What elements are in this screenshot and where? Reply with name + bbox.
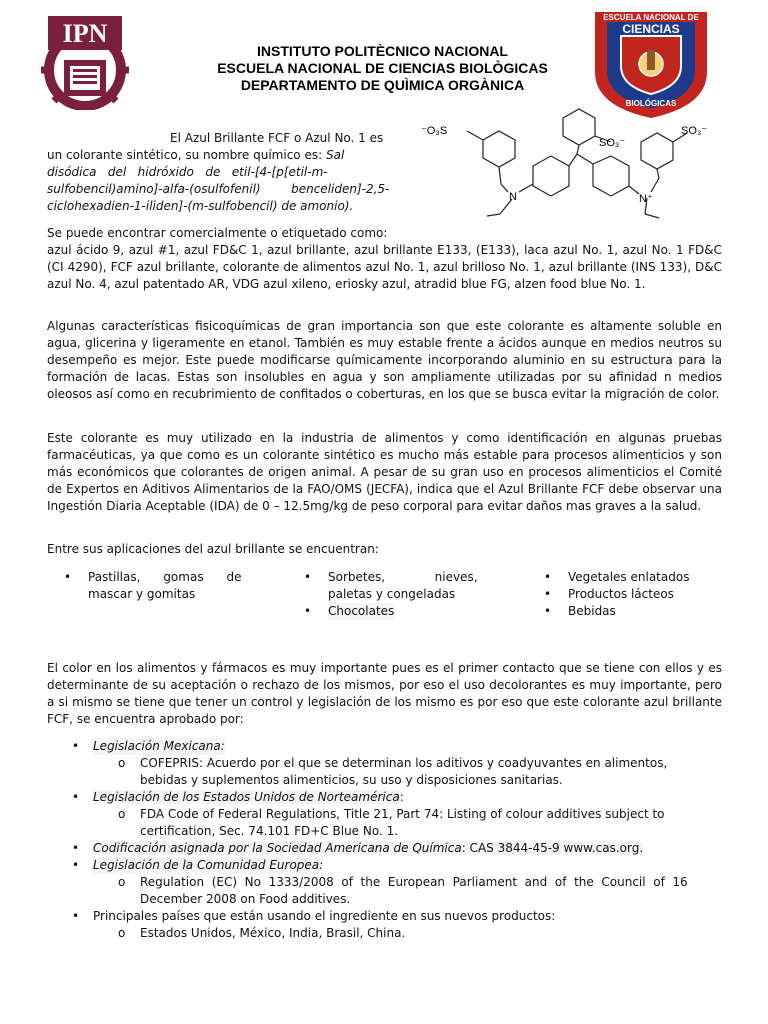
paragraph-properties: Algunas características fisicoquímicas de gran importancia son que este colorante es altamente soluble en agua, glicerina y ligeramente en etanol. También es muy estable frente a ácidos aunque en medios neutros su desempeño es mejor. Este puede modificarse químicamente incorporando aluminio en su estructura para la formación de lacas. Estas son insolubles en agua y son ampliamente utilizadas por su afinidad n medios oleosos así como en recubrimiento de confitados o coberturas, en los que se busca evitar la migración de color. [47, 319, 722, 401]
bullet-dot: • [72, 909, 80, 923]
bullet-dot: • [64, 570, 72, 584]
intro-line-2 [47, 147, 409, 164]
encb-logo-text-bottom: BIOLÓGICAS [625, 99, 677, 108]
legislation-mexico-item-line2: bebidas y suplementos alimenticios, su uso y disposiciones sanitarias. [140, 773, 563, 787]
legislation-usa-item-line1: FDA Code of Federal Regulations, Title 21, Part 74: Listing of colour additives subject to [140, 807, 665, 821]
commercial-names-list: azul ácido 9, azul #1, azul FD&C 1, azul brillante, azul brillante E133, (E133), laca azul No. 1, azul No. 1 FD&C (CI 4290), FCF azul brillante, colorante de alimentos azul No. 1, azul brilloso No. 1, azul brillante (INS 133), D&C azul No. 4, azul patentado AR, VDG azul xileno, eriosky azul, atradid blue FG, alzen food blue No. 1. [47, 243, 722, 291]
paragraph-commercial-names [47, 225, 722, 293]
bullet-circle: o [118, 756, 126, 770]
app-col2-line3: Chocolates [328, 604, 395, 618]
ipn-logo-text: IPN [62, 19, 108, 48]
bullet-dot: • [544, 587, 552, 601]
legislation-usa-title-text: Legislación de los Estados Unidos de Norteamérica [93, 790, 400, 804]
brilliant-blue-structure [415, 104, 720, 222]
bullet-dot: • [304, 570, 312, 584]
intro-line-2-italic: Sal [325, 148, 345, 162]
app-col3-item3: Bebidas [568, 604, 616, 618]
legislation-eu-item-line2: December 2008 on Food additives. [140, 892, 351, 906]
so3-right-label: SO₃⁻ [681, 125, 708, 137]
bullet-circle: o [118, 926, 126, 940]
bullet-dot: • [544, 604, 552, 618]
applications-lead: Entre sus aplicaciones del azul brillante se encuentran: [47, 542, 379, 556]
app-col2-line2: paletas y congeladas [328, 587, 456, 601]
n-right-label: N⁺ [639, 193, 653, 205]
legislation-cas-title: Codificación asignada por la Sociedad Americana de Química [93, 841, 462, 855]
legislation-mexico-item [140, 755, 722, 789]
legislation-countries-title: Principales países que están usando el ingrediente en sus nuevos productos: [93, 909, 556, 923]
intro-line-1: El Azul Brillante FCF o Azul No. 1 es [170, 131, 384, 145]
bullet-dot: • [72, 739, 80, 753]
intro-line-3: disódica del hidróxido de etil-[4-[p[etil-m- [47, 165, 328, 179]
commercial-names-lead: Se puede encontrar comercialmente o etiquetado como: [47, 226, 388, 240]
encb-logo-text-top: ESCUELA NACIONAL DE [603, 13, 699, 22]
paragraph-color-importance: El color en los alimentos y fármacos es muy importante pues es el primer contacto que se tiene con ellos y es determinante de su aceptación o rechazo de los mismos, por eso el uso decolorantes es muy importante, pero a si mismo se tiene que tener un control y legislación de los mismo es por eso que este colorante azul brillante FCF, se encuentra aprobado por: [47, 661, 722, 726]
so3-mid-label: SO₃⁻ [599, 137, 626, 149]
app-col1-line1: Pastillas, gomas de [88, 570, 242, 584]
header-line-school: ESCUELA NACIONAL DE CIENCIAS BIOLÒGICAS [217, 60, 548, 76]
header-line-department: DEPARTAMENTO DE QUÌMICA ORGÀNICA [240, 77, 525, 93]
legislation-usa-title [93, 789, 404, 806]
header-line-institute: INSTITUTO POLITÈCNICO NACIONAL [257, 43, 508, 59]
legislation-eu-title: Legislación de la Comunidad Europea: [93, 858, 324, 872]
legislation-usa-item-line2: certification, Sec. 74.101 FD+C Blue No. 1. [140, 824, 399, 838]
legislation-countries-item: Estados Unidos, México, India, Brasil, China. [140, 926, 406, 940]
legislation-usa-item [140, 806, 722, 840]
bullet-circle: o [118, 875, 126, 889]
bullet-dot: • [304, 604, 312, 618]
legislation-usa-colon: : [399, 790, 404, 804]
intro-line-2-text: un colorante sintético, su nombre químico es: [47, 148, 323, 162]
bullet-dot: • [72, 841, 80, 855]
legislation-cas [93, 840, 643, 857]
paragraph-usage: Este colorante es muy utilizado en la industria de alimentos y como identificación en algunas pruebas farmacéuticas, ya que como es un colorante sintético es mucho más estable para procesos alimenticios y son más económicos que colorantes de origen animal. A pesar de su gran uso en procesos alimenticios el Comité de Expertos en Aditivos Alimentarios de la FAO/OMS (JECFA), indica que el Azul Brillante FCF debe observar una Ingestión Diaria Aceptable (IDA) de 0 – 12.5mg/kg de peso corporal para evitar daños mas graves a la salud. [47, 431, 722, 513]
bullet-dot: • [72, 858, 80, 872]
app-col3-item1: Vegetales enlatados [568, 570, 690, 584]
bullet-dot: • [72, 790, 80, 804]
legislation-eu-item [140, 874, 722, 908]
bullet-circle: o [118, 807, 126, 821]
app-col2-line1: Sorbetes, nieves, [328, 570, 478, 584]
app-col1-line2: mascar y gomitas [88, 587, 196, 601]
bullet-dot: • [544, 570, 552, 584]
intro-line-4: sulfobencil)amino]-alfa-(osulfofenil) benceliden]-2,5- [47, 182, 390, 196]
intro-line-5: ciclohexadien-1-iliden]-(m-sulfobencil) de amonio). [47, 199, 354, 213]
legislation-mexico-item-line1: COFEPRIS: Acuerdo por el que se determinan los aditivos y coadyuvantes en alimentos, [140, 756, 668, 770]
legislation-eu-item-line1: Regulation (EC) No 1333/2008 of the European Parliament and of the Council of 16 [140, 875, 688, 889]
encb-logo-text-mid: CIENCIAS [622, 22, 680, 36]
ipn-logo [40, 12, 130, 110]
n-left-label: N [509, 191, 517, 203]
app-col3-item2: Productos lácteos [568, 587, 674, 601]
legislation-mexico-title: Legislación Mexicana: [93, 739, 225, 753]
legislation-cas-value: : CAS 3844-45-9 www.cas.org. [461, 841, 644, 855]
so3-left-label: ⁻O₃S [421, 125, 448, 137]
